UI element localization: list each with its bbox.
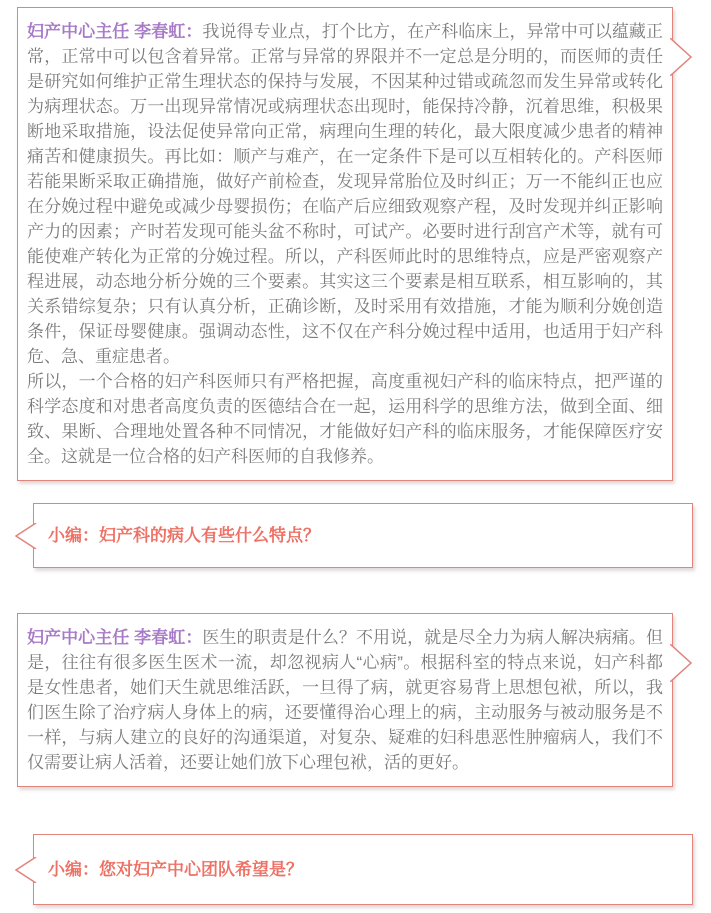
question-text: 小编：您对妇产中心团队希望是？ [48, 859, 303, 879]
speech-tail-right-icon [670, 644, 692, 682]
speech-tail-right-icon [670, 38, 692, 76]
answer-text: 医生的职责是什么？不用说，就是尽全力为病人解决病痛。但是，往往有很多医生医术一流，却忽视病人“心病”。根据科室的特点来说，妇产科都是女性患者，她们天生就思维活跃，一旦得了病，就更容易背上思想包袱，所以，我们医生除了治疗病人身体上的病，还要懂得治心理上的病，主动服务与被动服务是不一样，与病人建立的良好的沟通渠道，对复杂、疑难的妇科患恶性肿瘤病人，我们不仅需要让病人活着，还要让她们放下心理包袱，活的更好。 [27, 628, 663, 772]
question-bubble-2 [33, 834, 693, 905]
answer-bubble-1 [17, 7, 673, 481]
question-bubble-1 [33, 503, 693, 568]
answer-text: 我说得专业点，打个比方，在产科临床上，异常中可以蕴藏正常，正常中可以包含着异常。正常与异常的界限并不一定总是分明的，而医师的责任是研究如何维护正常生理状态的保持与发展，不因某种过错或疏忽而发生异常或转化为病理状态。万一出现异常情况或病理状态出现时，能保持冷静，沉着思维，积极果断地采取措施，设法促使异常向正常，病理向生理的转化，最大限度减少患者的精神痛苦和健康损失。再比如：顺产与难产，在一定条件下是可以互相转化的。产科医师若能果断采取正确措施，做好产前检查，发现异常胎位及时纠正；万一不能纠正也应在分娩过程中避免或减少母婴损伤；在临产后应细致观察产程，及时发现并纠正影响产力的因素；产时若发现可能头盆不称时，可试产。必要时进行刮宫产术等，就有可能使难产转化为正常的分娩过程。所以，产科医师此时的思维特点，应是严密观察产程进展，动态地分析分娩的三个要素。其实这三个要素是相互联系，相互影响的，其关系错综复杂；只有认真分析，正确诊断，及时采用有效措施，才能为顺利分娩创造条件，保证母婴健康。强调动态性，这不仅在产科分娩过程中适用，也适用于妇产科危、急、重症患者。 [27, 22, 663, 366]
speaker-name: 妇产中心主任 李春虹： [27, 628, 203, 647]
answer-paragraph [27, 19, 663, 369]
answer-paragraph: 所以，一个合格的妇产科医师只有严格把握，高度重视妇产科的临床特点，把严谨的科学态度和对患者高度负责的医德结合在一起，运用科学的思维方法，做到全面、细致、果断、合理地处置各种不同情况，才能做好妇产科的临床服务，才能保障医疗安全。这就是一位合格的妇产科医师的自我修养。 [27, 372, 663, 466]
speech-tail-left-icon [15, 857, 37, 883]
speaker-name: 妇产中心主任 李春虹： [27, 22, 203, 41]
question-text: 小编：妇产科的病人有些什么特点？ [48, 525, 320, 545]
answer-paragraph [27, 625, 663, 775]
answer-bubble-2 [17, 613, 673, 787]
speech-tail-left-icon [15, 523, 37, 549]
